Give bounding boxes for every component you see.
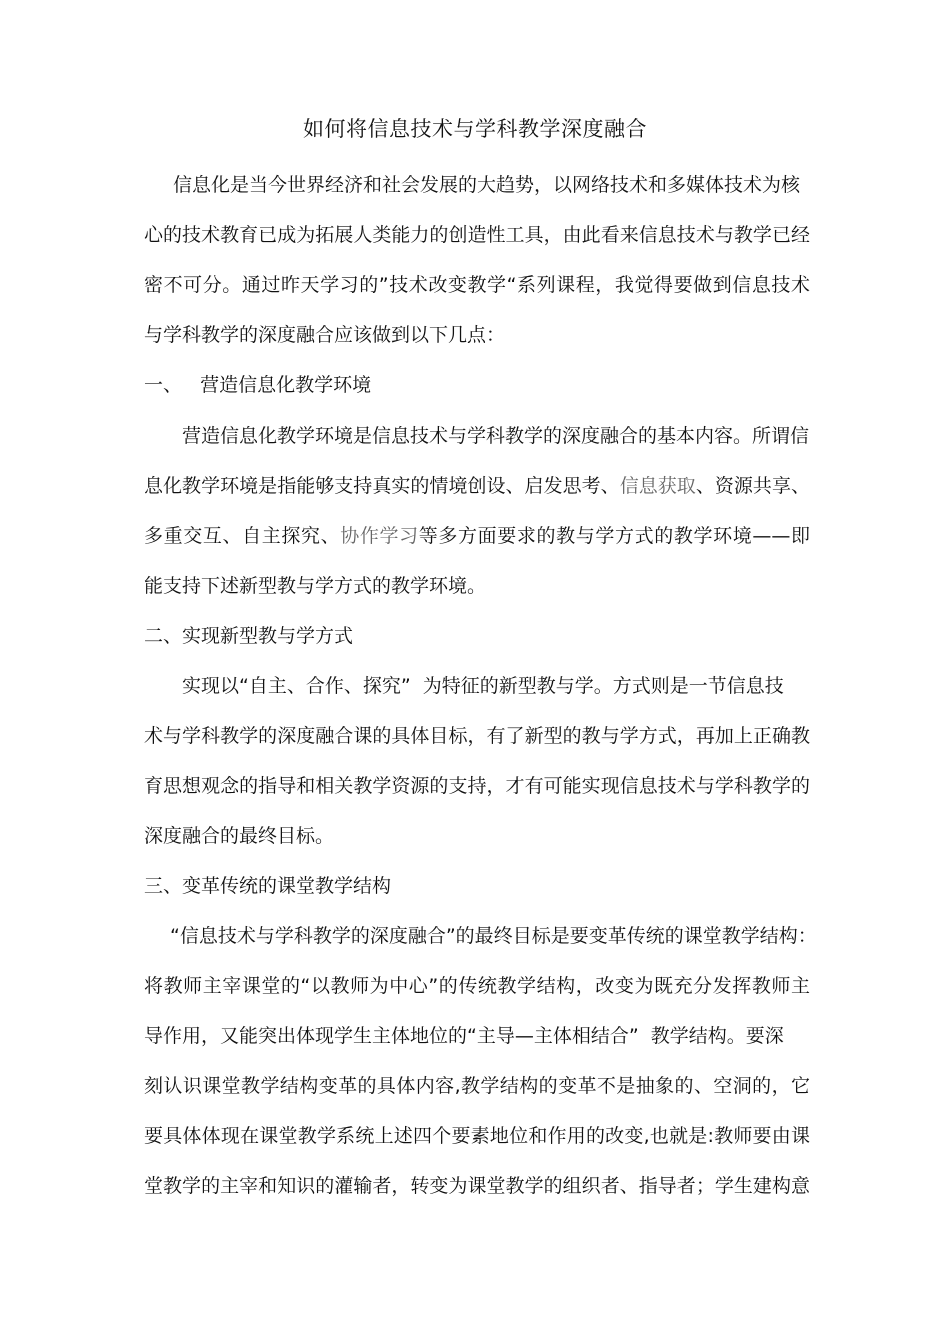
document-title: 如何将信息技术与学科教学深度融合 xyxy=(303,117,647,141)
paragraph-1-line-2: 心的技术教育已成为拓展人类能力的创造性工具，由此看来信息技术与教学已经 xyxy=(144,224,810,246)
paragraph-4-line-4: 刻认识课堂教学结构变革的具体内容,教学结构的变革不是抽象的、空洞的，它 xyxy=(144,1075,810,1097)
line-text-after: 等多方面要求的教与学方式的教学环境——即 xyxy=(418,525,810,547)
highlight-term-info-acquisition: 信息获取 xyxy=(619,475,696,497)
paragraph-4-line-5: 要具体体现在课堂教学系统上述四个要素地位和作用的改变,也就是:教师要由课 xyxy=(144,1125,810,1147)
paragraph-4-line-6: 堂教学的主宰和知识的灌输者，转变为课堂教学的组织者、指导者；学生建构意 xyxy=(144,1175,810,1197)
paragraph-1-line-3: 密不可分。通过昨天学习的”技术改变教学“系列课程，我觉得要做到信息技术 xyxy=(144,274,810,296)
line-text-after: 、资源共享、 xyxy=(695,475,810,497)
paragraph-2-line-4: 能支持下述新型教与学方式的教学环境。 xyxy=(144,575,487,597)
paragraph-3-line-3: 育思想观念的指导和相关教学资源的支持，才有可能实现信息技术与学科教学的 xyxy=(144,775,810,797)
paragraph-4-line-3: 导作用，又能突出体现学生主体地位的“主导—主体相结合” 教学结构。要深 xyxy=(144,1025,784,1047)
paragraph-4-line-1: “信息技术与学科教学的深度融合”的最终目标是要变革传统的课堂教学结构： xyxy=(170,925,817,947)
paragraph-3-line-2: 术与学科教学的深度融合课的具体目标，有了新型的教与学方式，再加上正确教 xyxy=(144,725,810,747)
paragraph-2-line-2 xyxy=(144,471,810,501)
highlight-term-collaborative-learning: 协作学习 xyxy=(340,525,419,547)
paragraph-2-line-1: 营造信息化教学环境是信息技术与学科教学的深度融合的基本内容。所谓信 xyxy=(182,425,810,447)
section-heading-3: 三、变革传统的课堂教学结构 xyxy=(144,875,392,897)
paragraph-4-line-2: 将教师主宰课堂的“以教师为中心”的传统教学结构，改变为既充分发挥教师主 xyxy=(144,975,810,997)
line-text-before: 多重交互、自主探究、 xyxy=(144,525,341,547)
paragraph-3-line-1: 实现以“自主、合作、探究” 为特征的新型教与学。方式则是一节信息技 xyxy=(182,675,784,697)
paragraph-3-line-4: 深度融合的最终目标。 xyxy=(144,825,335,847)
paragraph-1-line-4: 与学科教学的深度融合应该做到以下几点： xyxy=(144,324,506,346)
section-heading-1: 一、 营造信息化教学环境 xyxy=(144,374,372,396)
paragraph-2-line-3 xyxy=(144,521,810,551)
section-heading-2: 二、实现新型教与学方式 xyxy=(144,625,354,647)
paragraph-1-line-1: 信息化是当今世界经济和社会发展的大趋势，以网络技术和多媒体技术为核 xyxy=(173,174,801,196)
line-text-before: 息化教学环境是指能够支持真实的情境创设、启发思考、 xyxy=(144,475,620,497)
